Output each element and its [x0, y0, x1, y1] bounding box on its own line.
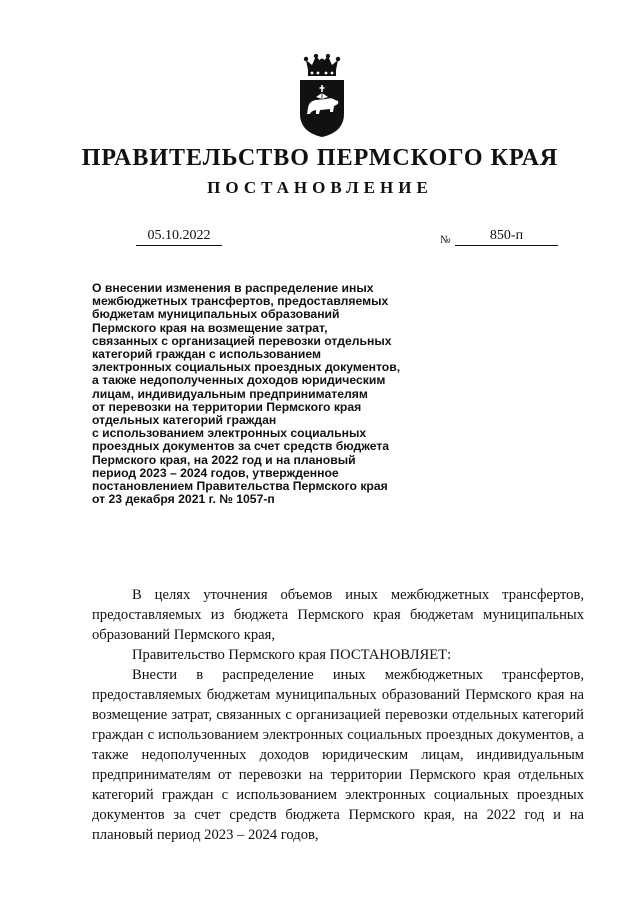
document-subject — [92, 282, 462, 506]
document-type-heading: ПОСТАНОВЛЕНИЕ — [207, 178, 433, 197]
subject-line: Пермского края на возмещение затрат, — [92, 320, 328, 335]
subject-line: лицам, индивидуальным предпринимателям — [92, 386, 368, 401]
body-paragraph-amendment: Внести в распределение иных межбюджетных трансфертов, предоставляемых бюджетам муниципальных образований Пермского края на возмещение затрат, связанных с организацией перевозки отдельных категорий граждан с использованием электронных социальных проездных документов, а также недополученных доходов юридическим лицам, индивидуальным предпринимателям от перевозки на территории Пермского края отдельных категорий граждан с использованием электронных социальных проездных документов за счет средств бюджета Пермского края, на 2022 год и на плановый период 2023 – 2024 годов, — [92, 667, 584, 843]
subject-line: от перевозки на территории Пермского края — [92, 399, 362, 414]
subject-line: а также недополученных доходов юридическим — [92, 373, 386, 388]
government-title: ПРАВИТЕЛЬСТВО ПЕРМСКОГО КРАЯ — [81, 145, 559, 171]
body-paragraph-resolves: Правительство Пермского края ПОСТАНОВЛЯЕТ: — [132, 647, 452, 663]
subject-line: связанных с организацией перевозки отдельных — [92, 333, 392, 348]
document-date: 05.10.2022 — [136, 227, 222, 246]
subject-line: проездных документов за счет средств бюджета — [92, 439, 390, 454]
subject-line: постановлением Правительства Пермского края — [92, 479, 388, 494]
subject-line: Пермского края, на 2022 год и на плановый — [92, 452, 356, 467]
subject-line: бюджетам муниципальных образований — [92, 307, 340, 322]
subject-line: межбюджетных трансфертов, предоставляемых — [92, 294, 389, 309]
subject-line: электронных социальных проездных документов, — [92, 360, 401, 375]
subject-line: отдельных категорий граждан — [92, 413, 277, 428]
perm-krai-coat-of-arms-icon — [296, 54, 348, 138]
subject-line: период 2023 – 2024 годов, утвержденное — [92, 465, 339, 480]
subject-line: от 23 декабря 2021 г. № 1057-п — [92, 492, 275, 507]
subject-line: с использованием электронных социальных — [92, 426, 367, 441]
number-sign: № — [440, 234, 451, 246]
subject-line: О внесении изменения в распределение иных — [92, 281, 374, 295]
document-number: 850-п — [455, 227, 558, 246]
body-paragraph-purpose: В целях уточнения объемов иных межбюджетных трансфертов, предоставляемых из бюджета Пермского края бюджетам муниципальных образований Пермского края, — [92, 587, 584, 643]
document-body — [92, 585, 584, 845]
subject-line: категорий граждан с использованием — [92, 347, 321, 362]
